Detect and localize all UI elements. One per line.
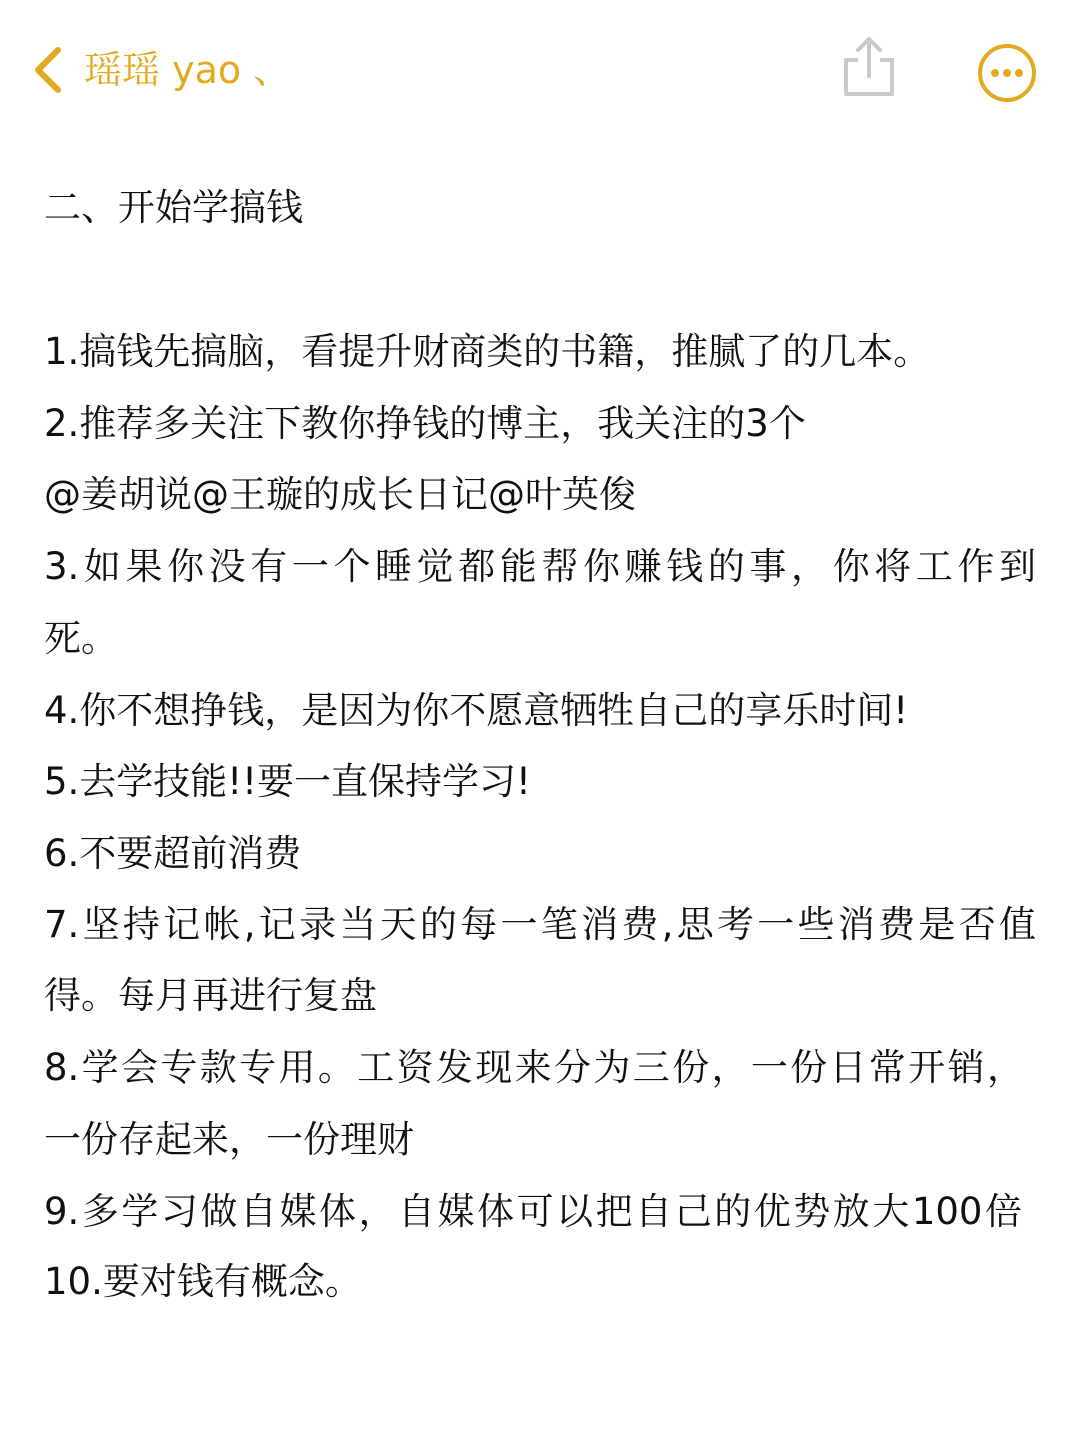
share-icon[interactable]	[838, 34, 900, 100]
note-line: 2.推荐多关注下教你挣钱的博主，我关注的3个	[44, 402, 806, 445]
note-line: 7.坚持记帐,记录当天的每一笔消费,思考一些消费是否值	[44, 903, 1036, 946]
note-line: 1.搞钱先搞脑，看提升财商类的书籍，推腻了的几本。	[44, 330, 931, 373]
back-button[interactable]	[28, 40, 291, 100]
note-heading: 二、开始学搞钱	[44, 186, 303, 229]
note-line: 一份存起来，一份理财	[44, 1118, 414, 1161]
navigation-bar	[0, 0, 1080, 140]
note-line: 9.多学习做自媒体，自媒体可以把自己的优势放大100倍	[44, 1190, 1022, 1233]
note-line: 死。	[44, 617, 118, 660]
note-line: 5.去学技能!!要一直保持学习!	[44, 760, 531, 803]
more-options-icon[interactable]	[976, 42, 1038, 104]
note-line: 得。每月再进行复盘	[44, 974, 377, 1017]
note-line: 10.要对钱有概念。	[44, 1260, 362, 1303]
note-line: 6.不要超前消费	[44, 832, 302, 875]
chevron-left-icon	[28, 40, 68, 100]
note-line: 8.学会专款专用。工资发现来分为三份，一份日常开销，	[44, 1046, 1024, 1089]
note-line: @姜胡说@王璇的成长日记@叶英俊	[44, 473, 636, 516]
back-button-label: 瑶瑶 yao 、	[84, 48, 292, 92]
note-line: 4.你不想挣钱，是因为你不愿意牺牲自己的享乐时间!	[44, 689, 909, 732]
note-line: 3.如果你没有一个睡觉都能帮你赚钱的事，你将工作到	[44, 545, 1036, 588]
